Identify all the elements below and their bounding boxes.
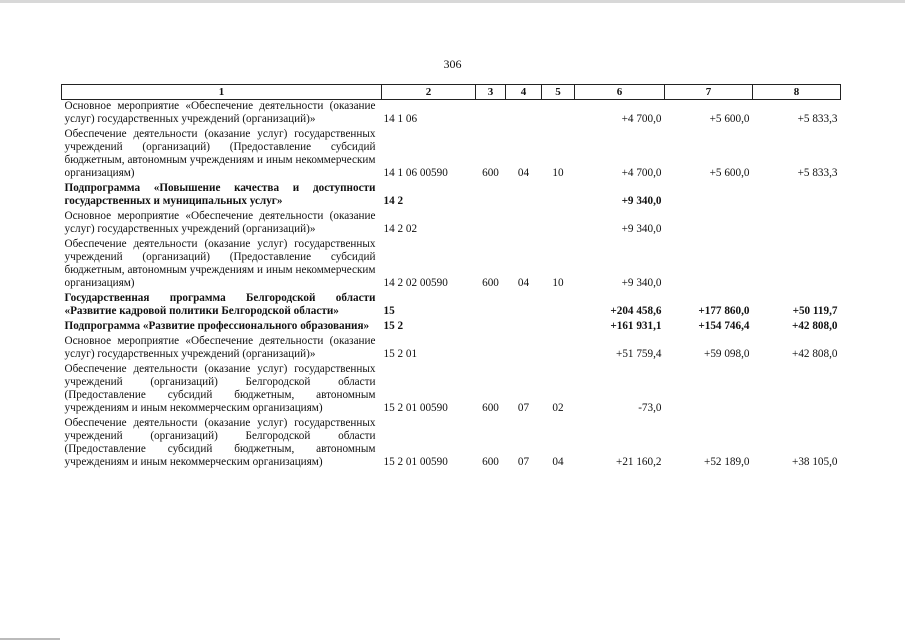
col-header: 8 — [753, 85, 841, 100]
row-code: 15 2 01 — [383, 348, 418, 360]
row-value-2024 — [753, 210, 841, 238]
row-name: Основное мероприятие «Обеспечение деятельности (оказание услуг) государственных учреждений (организаций)» — [64, 335, 376, 360]
row-vr: 600 — [482, 277, 499, 289]
col-header: 4 — [506, 85, 542, 100]
row-name: Обеспечение деятельности (оказание услуг) государственных учреждений (организаций) Белгородской области (Предоставление субсидий бюджетным, автономным учреждениям и иным некоммерческим организациям) — [64, 417, 376, 468]
table-row — [62, 100, 841, 129]
page-number: 306 — [443, 57, 462, 71]
row-rz — [506, 210, 542, 238]
row-value-2022: +51 759,4 — [616, 348, 662, 360]
row-value-2024: +42 808,0 — [791, 320, 838, 332]
row-value-2023: +5 600,0 — [709, 113, 750, 125]
row-name: Государственная программа Белгородской области «Развитие кадровой политики Белгородской области» — [64, 292, 376, 317]
row-value-2023: +177 860,0 — [698, 305, 750, 317]
row-pr — [542, 100, 575, 129]
row-name: Основное мероприятие «Обеспечение деятельности (оказание услуг) государственных учреждений (организаций)» — [64, 100, 376, 125]
row-rz — [506, 100, 542, 129]
table-row — [62, 238, 841, 292]
row-name: Обеспечение деятельности (оказание услуг) государственных учреждений (организаций) (Предоставление субсидий бюджетным, автономным учреждениям и иным некоммерческим организациям) — [64, 238, 376, 289]
row-pr: 10 — [552, 167, 564, 179]
row-code: 14 2 — [383, 195, 404, 207]
row-value-2023 — [665, 182, 753, 210]
row-rz — [506, 320, 542, 335]
row-pr: 02 — [552, 402, 564, 414]
row-value-2022: +21 160,2 — [616, 456, 662, 468]
page-top-edge — [0, 0, 905, 3]
budget-table — [61, 84, 841, 471]
table-row — [62, 210, 841, 238]
row-value-2024 — [753, 182, 841, 210]
row-value-2022: +4 700,0 — [621, 167, 662, 179]
col-header: 3 — [476, 85, 506, 100]
row-vr — [476, 210, 506, 238]
row-value-2024: +38 105,0 — [792, 456, 838, 468]
row-value-2022: +9 340,0 — [621, 277, 662, 289]
row-vr: 600 — [482, 402, 499, 414]
table-row — [62, 363, 841, 417]
row-code: 14 2 02 — [383, 223, 418, 235]
row-rz — [506, 292, 542, 320]
row-rz: 04 — [517, 277, 530, 289]
col-header: 6 — [575, 85, 665, 100]
row-code: 15 2 01 00590 — [383, 402, 448, 414]
row-rz: 07 — [517, 456, 530, 468]
row-value-2022: +9 340,0 — [621, 223, 662, 235]
row-value-2022: +204 458,6 — [610, 305, 662, 317]
table-row — [62, 335, 841, 363]
row-name: Подпрограмма «Развитие профессионального образования» — [64, 320, 370, 332]
row-value-2024 — [753, 238, 841, 292]
row-code: 14 1 06 — [383, 113, 418, 125]
row-pr — [542, 292, 575, 320]
row-code: 14 1 06 00590 — [383, 167, 448, 179]
row-code: 15 2 — [383, 320, 404, 332]
row-value-2022: +4 700,0 — [621, 113, 662, 125]
row-rz: 07 — [517, 402, 530, 414]
row-vr — [476, 320, 506, 335]
row-name: Основное мероприятие «Обеспечение деятельности (оказание услуг) государственных учреждений (организаций)» — [64, 210, 376, 235]
row-rz — [506, 182, 542, 210]
row-value-2022: -73,0 — [638, 402, 662, 414]
row-value-2023 — [665, 238, 753, 292]
row-name: Подпрограмма «Повышение качества и доступности государственных и муниципальных услуг» — [64, 182, 376, 207]
row-value-2023 — [665, 363, 753, 417]
row-pr: 04 — [552, 456, 564, 468]
row-value-2022: +161 931,1 — [610, 320, 662, 332]
row-value-2023: +154 746,4 — [698, 320, 750, 332]
row-pr — [542, 210, 575, 238]
row-vr: 600 — [482, 456, 499, 468]
col-header: 5 — [542, 85, 575, 100]
table-row — [62, 182, 841, 210]
row-vr: 600 — [482, 167, 499, 179]
table-row — [62, 417, 841, 471]
row-pr — [542, 335, 575, 363]
row-pr: 10 — [552, 277, 564, 289]
row-rz — [506, 335, 542, 363]
row-value-2022: +9 340,0 — [621, 195, 662, 207]
row-value-2024 — [753, 363, 841, 417]
row-pr — [542, 320, 575, 335]
header-row — [62, 85, 841, 100]
row-value-2024: +50 119,7 — [792, 305, 838, 317]
table-row — [62, 320, 841, 335]
col-header: 1 — [62, 85, 382, 100]
row-name: Обеспечение деятельности (оказание услуг) государственных учреждений (организаций) Белгородской области (Предоставление субсидий бюджетным, автономным учреждениям и иным некоммерческим организациям) — [64, 363, 376, 414]
row-code: 15 — [383, 305, 395, 317]
col-header: 7 — [665, 85, 753, 100]
col-header: 2 — [382, 85, 476, 100]
row-value-2024: +5 833,3 — [797, 167, 838, 179]
row-pr — [542, 182, 575, 210]
row-vr — [476, 182, 506, 210]
table-row — [62, 292, 841, 320]
row-value-2024: +42 808,0 — [792, 348, 838, 360]
row-vr — [476, 335, 506, 363]
row-value-2023 — [665, 210, 753, 238]
row-rz: 04 — [517, 167, 530, 179]
row-value-2023: +52 189,0 — [704, 456, 750, 468]
row-code: 14 2 02 00590 — [383, 277, 448, 289]
row-value-2024: +5 833,3 — [797, 113, 838, 125]
row-value-2023: +5 600,0 — [709, 167, 750, 179]
row-vr — [476, 292, 506, 320]
row-vr — [476, 100, 506, 129]
row-name: Обеспечение деятельности (оказание услуг) государственных учреждений (организаций) (Предоставление субсидий бюджетным, автономным учреждениям и иным некоммерческим организациям) — [64, 128, 376, 179]
table-row — [62, 128, 841, 182]
row-value-2023: +59 098,0 — [704, 348, 750, 360]
row-code: 15 2 01 00590 — [383, 456, 448, 468]
